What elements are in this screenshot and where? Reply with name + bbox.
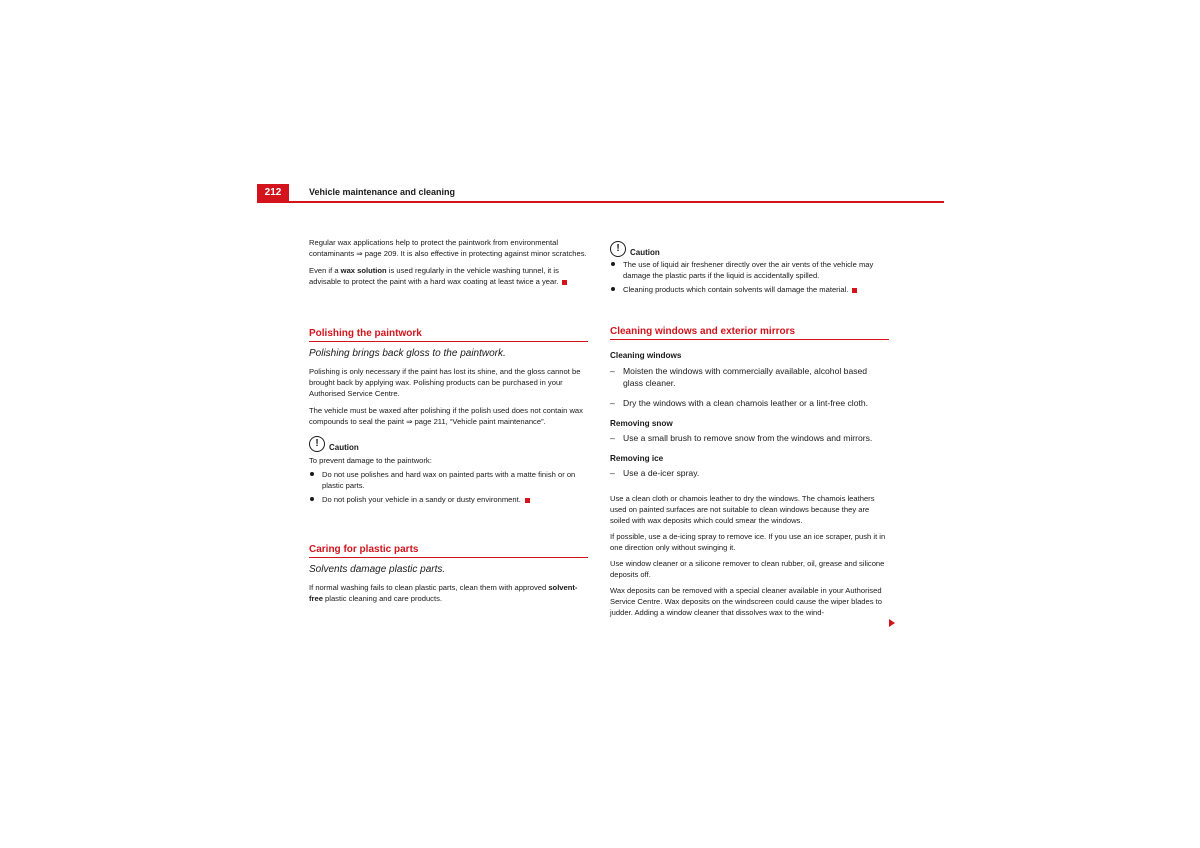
plastic-paragraph: If normal washing fails to clean plastic parts, clean them with approved solvent-free plastic cleaning and care products. — [309, 583, 578, 603]
intro-paragraph-1: Regular wax applications help to protect the paintwork from environmental contaminants ⇒ page 209. It is also effective in protecting against minor scratches. — [309, 238, 587, 258]
polishing-paragraph-1: Polishing is only necessary if the paint has lost its shine, and the gloss cannot be brought back by applying wax. Polishing products can be purchased in your Authorised Service Centre. — [309, 367, 581, 398]
caution-label: Caution — [329, 443, 359, 452]
intro-paragraph-2: Even if a wax solution is used regularly in the vehicle washing tunnel, it is advisable to protect the paint with a hard wax coating at least twice a year. — [309, 265, 588, 287]
section-title-plastic: Caring for plastic parts — [309, 544, 588, 558]
polishing-paragraph-2: The vehicle must be waxed after polishing if the polish used does not contain wax compounds to seal the paint ⇒ page 211, “Vehicle paint maintenance”. — [309, 406, 583, 426]
section-end-marker — [852, 288, 857, 293]
caution-box-paintwork — [309, 436, 588, 505]
caution-label: Caution — [630, 248, 660, 257]
step-item: – Moisten the windows with commercially available, alcohol based glass cleaner. — [610, 366, 868, 388]
continue-arrow-icon — [889, 619, 895, 627]
caution-bullet: Do not polish your vehicle in a sandy or dusty environment. — [309, 494, 588, 505]
subheading-removing-ice: Removing ice — [610, 454, 664, 463]
windows-paragraph-1: Use a clean cloth or chamois leather to dry the windows. The chamois leathers used on painted surfaces are not suitable to clean windows because they are soiled with wax deposits which could smear the windows. — [610, 494, 875, 525]
section-plastic — [309, 544, 588, 604]
caution-bullet: Cleaning products which contain solvents will damage the material. — [610, 284, 889, 295]
subheading-cleaning-windows: Cleaning windows — [610, 351, 682, 360]
windows-paragraph-4: Wax deposits can be removed with a special cleaner available in your Authorised Service Centre. Wax deposits on the windscreen could cause the wiper blades to judder. Adding a window cleaner that dissolves wax to the wind- — [610, 586, 882, 617]
intro-block — [309, 237, 588, 287]
section-title-windows: Cleaning windows and exterior mirrors — [610, 326, 889, 340]
step-item: – Dry the windows with a clean chamois leather or a lint-free cloth. — [610, 398, 869, 408]
section-polishing — [309, 328, 588, 505]
section-subtitle-polishing: Polishing brings back gloss to the paintwork. — [309, 348, 506, 359]
section-windows — [610, 326, 889, 618]
section-title-polishing: Polishing the paintwork — [309, 328, 588, 342]
page-number: 212 — [257, 184, 289, 201]
subheading-removing-snow: Removing snow — [610, 419, 673, 428]
caution-box-plastic — [610, 241, 889, 295]
caution-bullet: The use of liquid air freshener directly over the air vents of the vehicle may damage the plastic parts if the liquid is accidentally spilled. — [610, 259, 889, 281]
caution-icon: ! — [610, 241, 626, 257]
windows-paragraph-3: Use window cleaner or a silicone remover to clean rubber, oil, grease and silicone deposits off. — [610, 559, 885, 579]
section-end-marker — [562, 280, 567, 285]
step-item: – Use a small brush to remove snow from the windows and mirrors. — [610, 433, 873, 443]
section-subtitle-plastic: Solvents damage plastic parts. — [309, 564, 446, 575]
page-header — [257, 184, 944, 203]
step-item: – Use a de-icer spray. — [610, 468, 700, 478]
caution-bullet: Do not use polishes and hard wax on painted parts with a matte finish or on plastic parts. — [309, 469, 588, 491]
section-end-marker — [525, 498, 530, 503]
caution-intro: To prevent damage to the paintwork: — [309, 456, 432, 465]
chapter-title: Vehicle maintenance and cleaning — [309, 187, 456, 197]
caution-icon: ! — [309, 436, 325, 452]
windows-paragraph-2: If possible, use a de-icing spray to remove ice. If you use an ice scraper, push it in one direction only without swinging it. — [610, 532, 886, 552]
